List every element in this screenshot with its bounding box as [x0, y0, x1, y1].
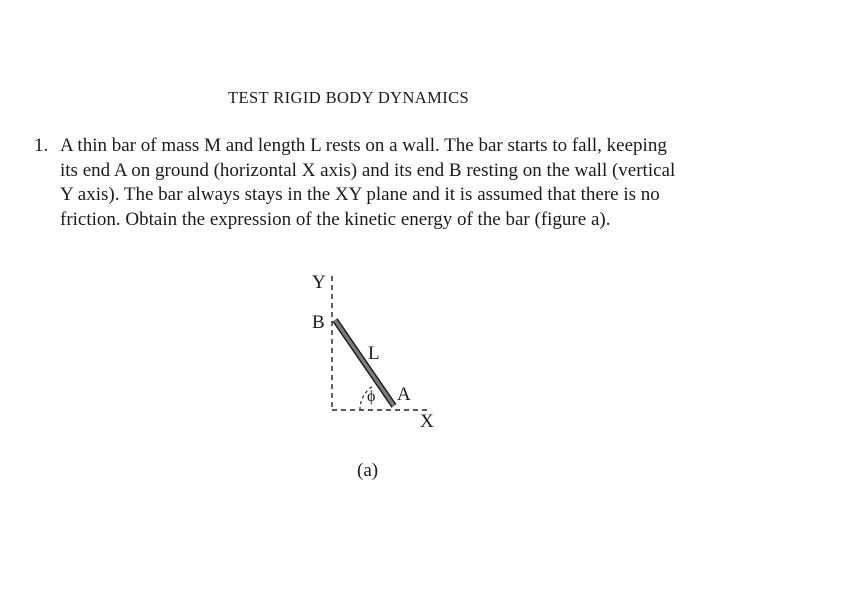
- problem-text: [60, 134, 774, 232]
- label-y: Y: [312, 272, 326, 293]
- figure-caption: (a): [357, 460, 379, 481]
- label-l: L: [368, 343, 380, 364]
- problem-line-3: Y axis). The bar always stays in the XY plane and it is assumed that there is no: [60, 184, 660, 205]
- bar-diagram: [300, 268, 450, 488]
- problem-line-1: A thin bar of mass M and length L rests on a wall. The bar starts to fall, keeping: [60, 135, 667, 156]
- bar: [335, 320, 394, 406]
- problem-line-4: friction. Obtain the expression of the kinetic energy of the bar (figure a).: [60, 208, 611, 230]
- problem-number: 1.: [34, 135, 49, 156]
- label-a: A: [397, 384, 411, 405]
- problem-1: [34, 134, 774, 232]
- page-title: TEST RIGID BODY DYNAMICS: [228, 88, 470, 107]
- label-x: X: [420, 411, 434, 432]
- label-b: B: [312, 312, 325, 333]
- label-phi: ϕ: [367, 388, 376, 405]
- problem-line-2: its end A on ground (horizontal X axis) and its end B resting on the wall (vertical: [60, 159, 676, 181]
- figure-a: [300, 268, 450, 488]
